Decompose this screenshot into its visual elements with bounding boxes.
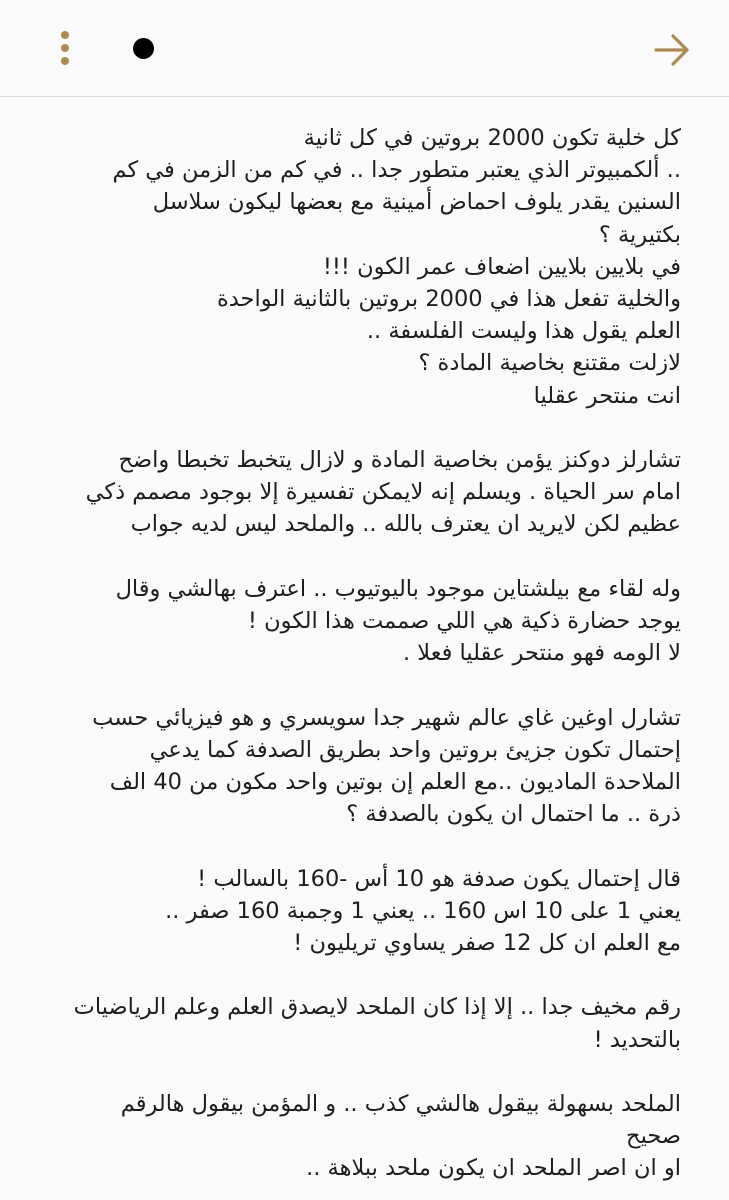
note-line: وله لقاء مع بيلشتاين موجود باليوتيوب .. اعترف بهالشي وقال — [115, 575, 681, 602]
note-line: تشارل اوغين غاي عالم شهير جدا سويسري و هو فيزيائي حسب — [92, 704, 681, 731]
note-line: مع العلم ان كل 12 صفر يساوي تريليون ! — [293, 930, 681, 957]
note-line: يوجد حضارة ذكية هي اللي صممت هذا الكون ! — [247, 608, 681, 635]
note-line: رقم مخيف جدا .. إلا إذا كان الملحد لايصدق العلم وعلم الرياضيات — [73, 994, 681, 1021]
note-line: كل خلية تكون 2000 بروتين في كل ثانية — [303, 125, 681, 151]
note-line: صحيح — [626, 1123, 681, 1150]
note-line: او ان اصر الملحد ان يكون ملحد ببلاهة .. — [306, 1155, 681, 1182]
note-line: عظيم لكن لايريد ان يعترف بالله .. والملحد ليس لديه جواب — [130, 511, 681, 538]
dot-icon — [133, 38, 154, 59]
note-line: السنين يقدر يلوف احماض أمينية مع بعضها ليكون سلاسل — [152, 189, 681, 216]
note-body[interactable] — [30, 122, 681, 1185]
arrow-forward-icon — [650, 28, 694, 72]
note-line: لازلت مقتنع بخاصية المادة ؟ — [418, 350, 681, 377]
blank-line — [30, 959, 681, 991]
note-line: إحتمال تكون جزيئ بروتين واحد بطريق الصدفة كما يدعي — [149, 736, 681, 763]
note-line: العلم يقول هذا وليست الفلسفة .. — [366, 318, 681, 345]
note-line: الملاحدة الماديون ..مع العلم إن بوتين واحد مكون من 40 الف — [109, 769, 681, 796]
note-line: يعني 1 على 10 اس 160 .. يعني 1 وجمبة 160 صفر .. — [165, 897, 681, 924]
note-line: والخلية تفعل هذا في 2000 بروتين بالثانية الواحدة — [216, 286, 681, 313]
blank-line — [30, 1056, 681, 1088]
blank-line — [30, 669, 681, 701]
note-line: تشارلز دوكنز يؤمن بخاصية المادة و لازال يتخبط تخبطا واضح — [118, 447, 681, 474]
note-line: الملحد بسهولة بيقول هالشي كذب .. و المؤمن بيقول هالرقم — [120, 1091, 681, 1117]
note-line: انت منتحر عقليا — [533, 382, 681, 409]
blank-line — [30, 412, 681, 444]
note-line: في بلايين بلايين اضعاف عمر الكون !!! — [322, 253, 681, 280]
note-line: امام سر الحياة . ويسلم إنه لايمكن تفسيرة إلا بوجود مصمم ذكي — [85, 479, 681, 506]
forward-button[interactable] — [650, 28, 694, 72]
app-toolbar — [0, 0, 729, 97]
note-line: بكتيرية ؟ — [598, 221, 681, 248]
note-line: بالتحديد ! — [593, 1026, 681, 1053]
more-vert-icon — [48, 28, 82, 70]
more-options-button[interactable] — [48, 28, 82, 70]
note-line: .. ألكمبيوتر الذي يعتبر متطور جدا .. في كم من الزمن في كم — [112, 157, 681, 184]
note-line: ذرة .. ما احتمال ان يكون بالصدفة ؟ — [346, 801, 681, 828]
note-line: لا الومه فهو منتحر عقليا فعلا . — [403, 640, 681, 667]
blank-line — [30, 830, 681, 862]
blank-line — [30, 541, 681, 573]
note-line: قال إحتمال يكون صدفة هو 10 أس -160 بالسالب ! — [197, 865, 681, 892]
